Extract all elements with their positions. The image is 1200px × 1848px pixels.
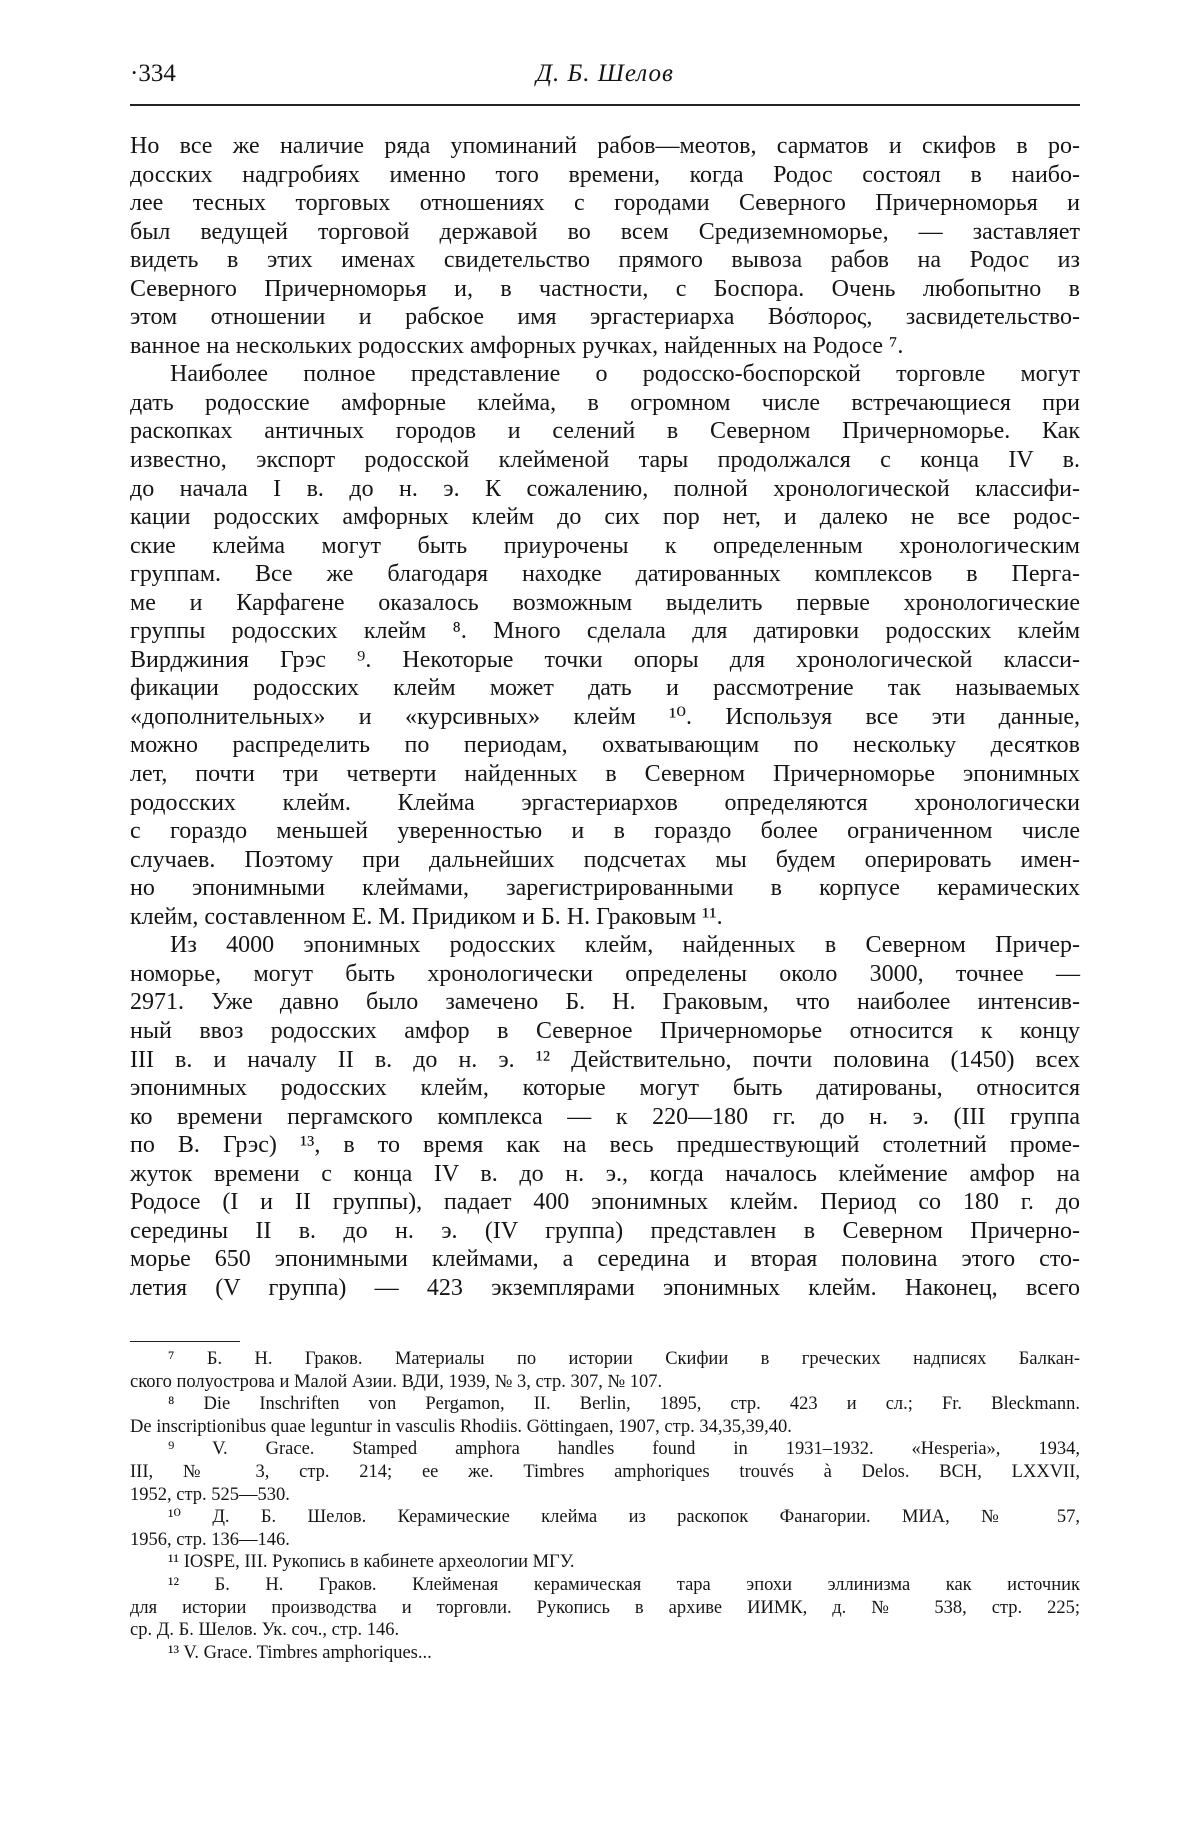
running-title: Д. Б. Шелов [536,60,674,87]
text-line: но эпонимными клеймами, зарегистрированными в корпусе керамических [130,875,1080,902]
text-line: Из 4000 эпонимных родосских клейм, найденных в Северном Причер- [170,932,1080,959]
footnote-line: 1952, стр. 525—530. [130,1484,290,1505]
text-line: лет, почти три четверти найденных в Северном Причерноморье эпонимных [130,761,1080,788]
text-line: эпонимных родосских клейм, которые могут быть датированы, относится [130,1075,1080,1102]
footnote-line: ского полуострова и Малой Азии. ВДИ, 1939, № 3, стр. 307, № 107. [130,1371,663,1392]
text-line: III в. и началу II в. до н. э. ¹² Действительно, почти половина (1450) всех [130,1046,1080,1073]
footnote-line: ¹³ V. Grace. Timbres amphoriques... [168,1642,432,1663]
header-rule [130,104,1080,106]
text-line: с гораздо меньшей уверенностью и в гораздо более ограниченном числе [130,818,1080,845]
text-line: лее тесных торговых отношениях с городами Северного Причерноморья и [130,190,1080,217]
text-line: этом отношении и рабское имя эргастериарха Βόσπορος, засвидетельство- [130,304,1080,331]
text-line: группам. Все же благодаря находке датированных комплексов в Перга- [130,561,1080,588]
text-line: морье 650 эпонимными клеймами, а середина и вторая половина этого сто- [130,1246,1080,1273]
footnote-line: ср. Д. Б. Шелов. Ук. соч., стр. 146. [130,1620,400,1641]
text-line: Северного Причерноморья и, в частности, с Боспора. Очень любопытно в [130,275,1080,302]
text-line: клейм, составленном Е. М. Придиком и Б. Н. Граковым ¹¹. [130,903,723,930]
text-line: был ведущей торговой державой во всем Средиземноморье, — заставляет [130,218,1080,245]
footnote-line: ¹² Б. Н. Граков. Клейменая керамическая тара эпохи эллинизма как источник [168,1574,1080,1595]
text-line: «дополнительных» и «курсивных» клейм ¹⁰. Используя все эти данные, [130,703,1080,730]
text-line: ские клейма могут быть приурочены к определенным хронологическим [130,532,1080,559]
footnote-line: для истории производства и торговли. Рукопись в архиве ИИМК, д. № 538, стр. 225; [130,1597,1080,1618]
text-line: фикации родосских клейм может дать и рассмотрение так называемых [130,675,1080,702]
footnotes [130,1348,1080,1664]
text-line: по В. Грэс) ¹³, в то время как на весь предшествующий столетний проме- [130,1132,1080,1159]
footnote-line: De inscriptionibus quae leguntur in vasculis Rhodiis. Göttingaen, 1907, стр. 34,35,39,40. [130,1416,792,1437]
running-header [130,60,1080,96]
text-line: до начала I в. до н. э. К сожалению, полной хронологической классифи- [130,475,1080,502]
text-line: досских надгробиях именно того времени, когда Родос состоял в наибо- [130,161,1080,188]
text-line: Родосе (I и II группы), падает 400 эпонимных клейм. Период со 180 г. до [130,1189,1080,1216]
text-line: ный ввоз родосских амфор в Северное Причерноморье относится к концу [130,1017,1080,1044]
text-line: дать родосские амфорные клейма, в огромном числе встречающиеся при [130,389,1080,416]
text-line: видеть в этих именах свидетельство прямого вывоза рабов на Родос из [130,247,1080,274]
text-line: родосских клейм. Клейма эргастериархов определяются хронологически [130,789,1080,816]
footnote-rule [130,1341,240,1342]
text-line: 2971. Уже давно было замечено Б. Н. Граковым, что наиболее интенсив- [130,989,1080,1016]
text-line: Вирджиния Грэс ⁹. Некоторые точки опоры для хронологической класси- [130,646,1080,673]
page-number: ·334 [130,60,176,87]
text-line: Но все же наличие ряда упоминаний рабов—меотов, сарматов и скифов в ро- [130,133,1080,159]
main-text [130,132,1080,1302]
text-line: группы родосских клейм ⁸. Много сделала для датировки родосских клейм [130,618,1080,645]
text-line: ко времени пергамского комплекса — к 220—180 гг. до н. э. (III группа [130,1103,1080,1130]
text-line: ме и Карфагене оказалось возможным выделить первые хронологические [130,589,1080,616]
footnote-line: ⁸ Die Inschriften von Pergamon, II. Berlin, 1895, стр. 423 и сл.; Fr. Bleckmann. [168,1394,1080,1415]
text-line: номорье, могут быть хронологически определены около 3000, точнее — [130,960,1080,987]
text-line: летия (V группа) — 423 экземплярами эпонимных клейм. Наконец, всего [130,1274,1080,1301]
footnote-line: ¹⁰ Д. Б. Шелов. Керамические клейма из раскопок Фанагории. МИА, № 57, [168,1507,1080,1528]
text-line: случаев. Поэтому при дальнейших подсчетах мы будем оперировать имен- [130,846,1080,873]
text-line: жуток времени с конца IV в. до н. э., когда началось клеймение амфор на [130,1160,1080,1187]
footnote-line: ⁷ Б. Н. Граков. Материалы по истории Скифии в греческих надписях Балкан- [168,1349,1080,1369]
text-line: можно распределить по периодам, охватывающим по нескольку десятков [130,732,1080,759]
footnote-line: 1956, стр. 136—146. [130,1529,290,1550]
text-line: известно, экспорт родосской клейменой тары продолжался с конца IV в. [130,447,1080,474]
footnote-line: III, № 3, стр. 214; ее же. Timbres amphoriques trouvés à Delos. BCH, LXXVII, [130,1461,1080,1482]
footnote-line: ⁹ V. Grace. Stamped amphora handles found in 1931–1932. «Hesperia», 1934, [168,1439,1080,1460]
text-line: кации родосских амфорных клейм до сих пор нет, и далеко не все родос- [130,504,1080,531]
text-line: ванное на нескольких родосских амфорных ручках, найденных на Родосе ⁷. [130,332,904,359]
text-line: середины II в. до н. э. (IV группа) представлен в Северном Причерно- [130,1217,1080,1244]
footnote-line: ¹¹ IOSPE, III. Рукопись в кабинете археологии МГУ. [168,1552,575,1573]
text-line: Наиболее полное представление о родосско-боспорской торговле могут [170,361,1080,388]
text-line: раскопках античных городов и селений в Северном Причерноморье. Как [130,418,1080,445]
